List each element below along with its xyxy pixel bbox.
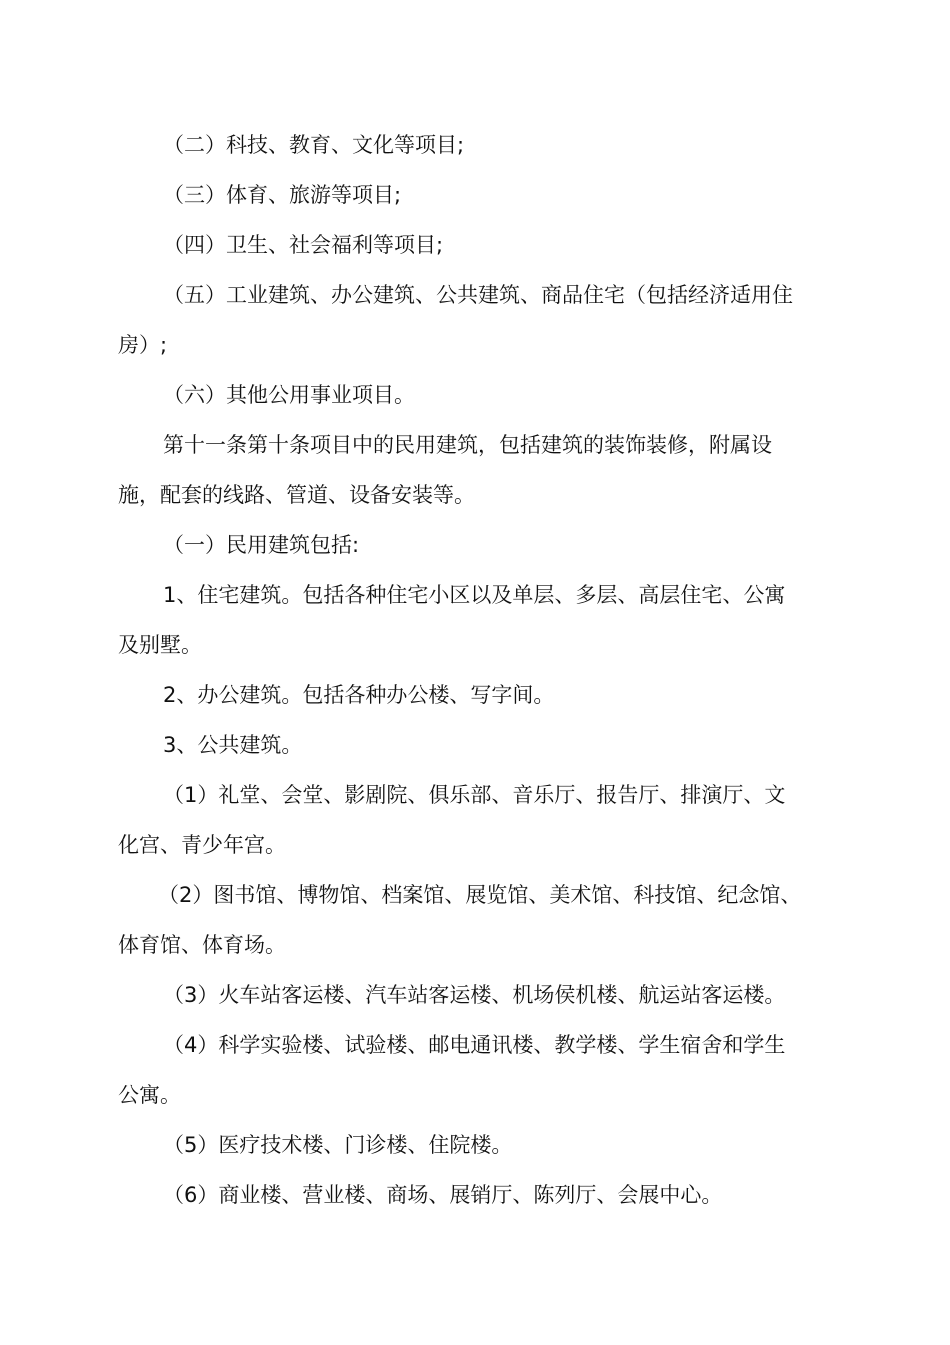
- text-line: （3）火车站客运楼、汽车站客运楼、机场侯机楼、航运站客运楼。: [163, 983, 786, 1007]
- text-line: （二）科技、教育、文化等项目;: [163, 133, 465, 157]
- text-line: 第十一条第十条项目中的民用建筑，包括建筑的装饰装修，附属设: [163, 433, 772, 457]
- text-line: 体育馆、体育场。: [118, 933, 286, 957]
- text-line: （5）医疗技术楼、门诊楼、住院楼。: [163, 1133, 513, 1157]
- text-line: 1、住宅建筑。包括各种住宅小区以及单层、多层、高层住宅、公寓: [163, 583, 786, 607]
- text-line: （五）工业建筑、办公建筑、公共建筑、商品住宅（包括经济适用住: [163, 283, 793, 307]
- text-line: 化宫、青少年宫。: [118, 833, 286, 857]
- text-line: 施，配套的线路、管道、设备安装等。: [118, 483, 475, 507]
- text-line: （六）其他公用事业项目。: [163, 383, 415, 407]
- text-line: 及别墅。: [118, 633, 202, 657]
- text-line: （2）图书馆、博物馆、档案馆、展览馆、美术馆、科技馆、纪念馆、: [158, 883, 802, 907]
- text-line: （1）礼堂、会堂、影剧院、俱乐部、音乐厅、报告厅、排演厅、文: [163, 783, 786, 807]
- text-line: （4）科学实验楼、试验楼、邮电通讯楼、教学楼、学生宿舍和学生: [163, 1033, 786, 1057]
- text-line: 公寓。: [118, 1083, 181, 1107]
- text-line: （一）民用建筑包括:: [163, 533, 360, 557]
- text-line: 3、公共建筑。: [163, 733, 303, 757]
- text-line: （四）卫生、社会福利等项目;: [163, 233, 444, 257]
- text-line: 2、办公建筑。包括各种办公楼、写字间。: [163, 683, 555, 707]
- text-line: （6）商业楼、营业楼、商场、展销厅、陈列厅、会展中心。: [163, 1183, 723, 1207]
- text-line: （三）体育、旅游等项目;: [163, 183, 402, 207]
- text-line: 房）;: [118, 333, 168, 357]
